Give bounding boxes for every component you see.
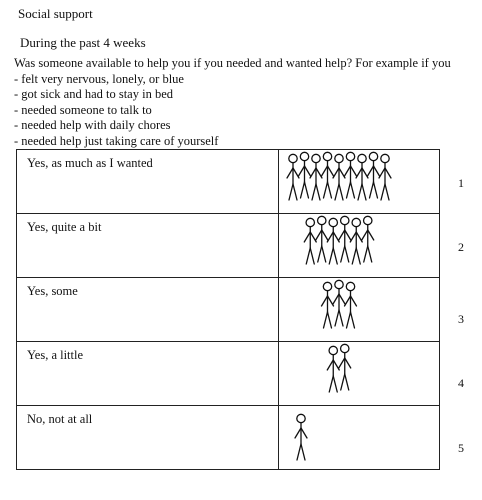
stick-figures-picture [279, 278, 440, 342]
score-value: 1 [458, 176, 464, 190]
response-label: Yes, a little [27, 348, 84, 362]
stick-figure-group-icon [279, 278, 437, 340]
stick-figure-icon [316, 216, 328, 262]
response-row[interactable] [17, 278, 440, 342]
stick-figure-icon [350, 218, 362, 264]
stick-figure-group-icon [279, 406, 437, 468]
example-item: - got sick and had to stay in bed [14, 87, 173, 102]
example-item: - felt very nervous, lonely, or blue [14, 71, 184, 86]
stick-figure-icon [339, 216, 351, 262]
stick-figures-picture [279, 342, 440, 406]
stick-figure-icon [379, 154, 391, 200]
stick-figure-icon [356, 154, 368, 200]
stick-figure-icon [339, 344, 351, 390]
response-row[interactable] [17, 150, 440, 214]
response-row[interactable] [17, 406, 440, 470]
question-text: Was someone available to help you if you needed and wanted help? For example if you [14, 56, 451, 70]
stick-figure-group-icon [279, 342, 437, 404]
stick-figure-icon [327, 218, 339, 264]
score-value: 4 [458, 376, 464, 390]
score-value: 3 [458, 312, 464, 326]
stick-figure-icon [295, 414, 307, 460]
time-frame: During the past 4 weeks [20, 35, 146, 50]
stick-figure-icon [304, 218, 316, 264]
response-row[interactable] [17, 214, 440, 278]
stick-figure-icon [345, 282, 357, 328]
stick-figure-icon [322, 152, 334, 198]
stick-figure-icon [327, 346, 339, 392]
response-label: Yes, some [27, 284, 78, 298]
stick-figure-group-icon [279, 150, 437, 212]
example-item: - needed help just taking care of yourself [14, 133, 219, 148]
stick-figures-picture [279, 406, 440, 470]
stick-figure-icon [322, 282, 334, 328]
stick-figure-icon [333, 154, 345, 200]
stick-figure-icon [299, 152, 311, 198]
stick-figure-icon [333, 280, 345, 326]
response-label: No, not at all [27, 412, 93, 426]
stick-figure-icon [310, 154, 322, 200]
section-title: Social support [18, 6, 93, 21]
example-item: - needed someone to talk to [14, 102, 152, 117]
stick-figure-icon [287, 154, 299, 200]
example-item: - needed help with daily chores [14, 118, 171, 133]
response-label: Yes, quite a bit [27, 220, 102, 234]
stick-figure-group-icon [279, 214, 437, 276]
stick-figure-icon [368, 152, 380, 198]
stick-figures-picture [279, 214, 440, 278]
response-table [16, 149, 440, 470]
response-row[interactable] [17, 342, 440, 406]
stick-figures-picture [279, 150, 440, 214]
score-value: 5 [458, 441, 464, 455]
score-value: 2 [458, 240, 464, 254]
response-label: Yes, as much as I wanted [27, 156, 153, 170]
stick-figure-icon [362, 216, 374, 262]
question-block [14, 56, 482, 150]
stick-figure-icon [345, 152, 357, 198]
